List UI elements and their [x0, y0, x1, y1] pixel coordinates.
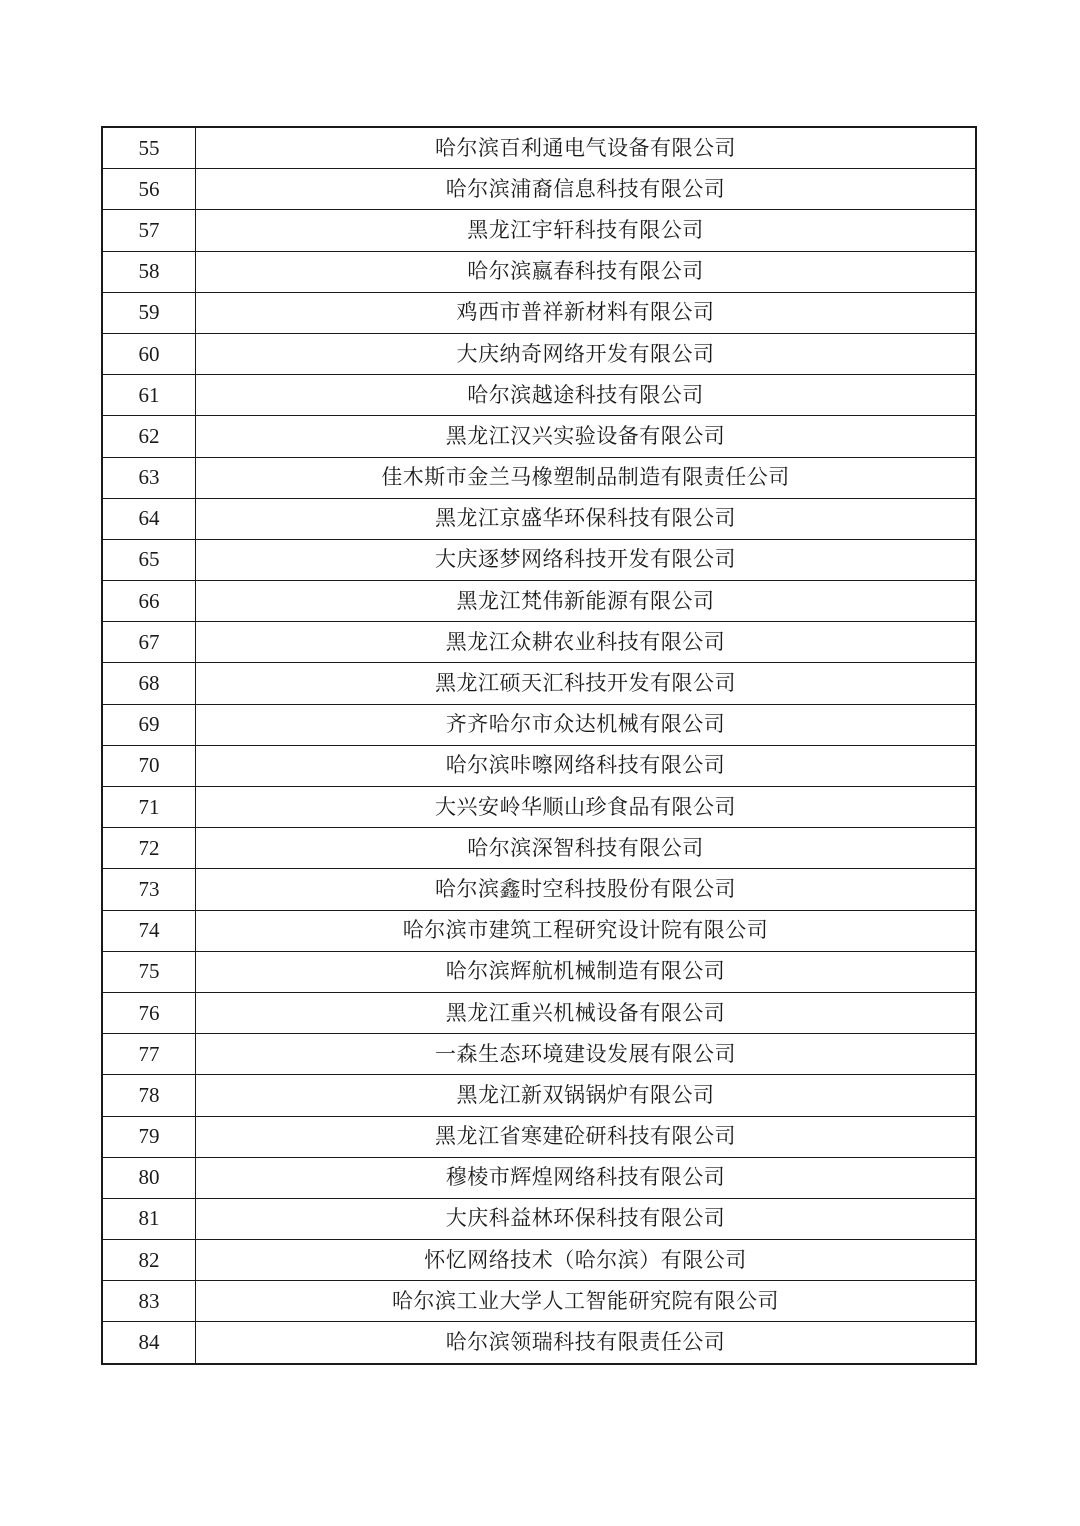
company-name: 齐齐哈尔市众达机械有限公司 [196, 704, 977, 745]
table-row [102, 292, 976, 333]
company-name: 黑龙江京盛华环保科技有限公司 [196, 498, 977, 539]
row-number: 58 [102, 251, 196, 292]
table-row [102, 787, 976, 828]
table-row [102, 1240, 976, 1281]
table-row [102, 910, 976, 951]
company-name: 黑龙江梵伟新能源有限公司 [196, 581, 977, 622]
row-number: 83 [102, 1281, 196, 1322]
company-name: 哈尔滨浦裔信息科技有限公司 [196, 169, 977, 210]
table-row [102, 169, 976, 210]
company-name: 大庆科益林环保科技有限公司 [196, 1198, 977, 1239]
row-number: 81 [102, 1198, 196, 1239]
row-number: 77 [102, 1034, 196, 1075]
table-row [102, 1322, 976, 1364]
company-name: 哈尔滨深智科技有限公司 [196, 828, 977, 869]
row-number: 60 [102, 333, 196, 374]
company-name: 哈尔滨越途科技有限公司 [196, 375, 977, 416]
company-name: 鸡西市普祥新材料有限公司 [196, 292, 977, 333]
table-row [102, 1034, 976, 1075]
row-number: 56 [102, 169, 196, 210]
row-number: 66 [102, 581, 196, 622]
company-name: 哈尔滨鑫时空科技股份有限公司 [196, 869, 977, 910]
row-number: 75 [102, 951, 196, 992]
company-name: 黑龙江重兴机械设备有限公司 [196, 992, 977, 1033]
table-row [102, 1116, 976, 1157]
company-name: 黑龙江众耕农业科技有限公司 [196, 622, 977, 663]
row-number: 65 [102, 539, 196, 580]
table-row [102, 663, 976, 704]
table-row [102, 251, 976, 292]
table-row [102, 622, 976, 663]
row-number: 79 [102, 1116, 196, 1157]
company-name: 哈尔滨领瑞科技有限责任公司 [196, 1322, 977, 1364]
company-name: 穆棱市辉煌网络科技有限公司 [196, 1157, 977, 1198]
row-number: 80 [102, 1157, 196, 1198]
company-name: 哈尔滨工业大学人工智能研究院有限公司 [196, 1281, 977, 1322]
row-number: 70 [102, 745, 196, 786]
row-number: 72 [102, 828, 196, 869]
company-name: 怀忆网络技术（哈尔滨）有限公司 [196, 1240, 977, 1281]
row-number: 73 [102, 869, 196, 910]
row-number: 62 [102, 416, 196, 457]
company-name: 哈尔滨百利通电气设备有限公司 [196, 127, 977, 169]
row-number: 78 [102, 1075, 196, 1116]
row-number: 61 [102, 375, 196, 416]
table-row [102, 992, 976, 1033]
table-row [102, 869, 976, 910]
row-number: 63 [102, 457, 196, 498]
table-row [102, 828, 976, 869]
table-row [102, 210, 976, 251]
company-list-table [101, 126, 977, 1365]
table-row [102, 127, 976, 169]
row-number: 67 [102, 622, 196, 663]
company-name: 黑龙江省寒建砼研科技有限公司 [196, 1116, 977, 1157]
row-number: 82 [102, 1240, 196, 1281]
company-name: 哈尔滨市建筑工程研究设计院有限公司 [196, 910, 977, 951]
table-row [102, 1281, 976, 1322]
company-name: 哈尔滨咔嚓网络科技有限公司 [196, 745, 977, 786]
table-row [102, 951, 976, 992]
row-number: 74 [102, 910, 196, 951]
row-number: 57 [102, 210, 196, 251]
company-name: 哈尔滨辉航机械制造有限公司 [196, 951, 977, 992]
table-row [102, 1157, 976, 1198]
table-body [102, 127, 976, 1364]
company-name: 一森生态环境建设发展有限公司 [196, 1034, 977, 1075]
company-name: 黑龙江新双锅锅炉有限公司 [196, 1075, 977, 1116]
table-row [102, 581, 976, 622]
table-row [102, 416, 976, 457]
company-name: 黑龙江汉兴实验设备有限公司 [196, 416, 977, 457]
row-number: 84 [102, 1322, 196, 1364]
row-number: 59 [102, 292, 196, 333]
table-row [102, 704, 976, 745]
company-name: 哈尔滨嬴春科技有限公司 [196, 251, 977, 292]
row-number: 68 [102, 663, 196, 704]
table-row [102, 457, 976, 498]
company-name: 佳木斯市金兰马橡塑制品制造有限责任公司 [196, 457, 977, 498]
row-number: 55 [102, 127, 196, 169]
table-row [102, 375, 976, 416]
company-name: 大庆纳奇网络开发有限公司 [196, 333, 977, 374]
company-name: 大庆逐梦网络科技开发有限公司 [196, 539, 977, 580]
table-row [102, 333, 976, 374]
company-name: 大兴安岭华顺山珍食品有限公司 [196, 787, 977, 828]
row-number: 64 [102, 498, 196, 539]
table-row [102, 539, 976, 580]
table-row [102, 1075, 976, 1116]
table-row [102, 745, 976, 786]
table-row [102, 498, 976, 539]
company-name: 黑龙江硕天汇科技开发有限公司 [196, 663, 977, 704]
company-name: 黑龙江宇轩科技有限公司 [196, 210, 977, 251]
row-number: 71 [102, 787, 196, 828]
table-row [102, 1198, 976, 1239]
row-number: 76 [102, 992, 196, 1033]
row-number: 69 [102, 704, 196, 745]
